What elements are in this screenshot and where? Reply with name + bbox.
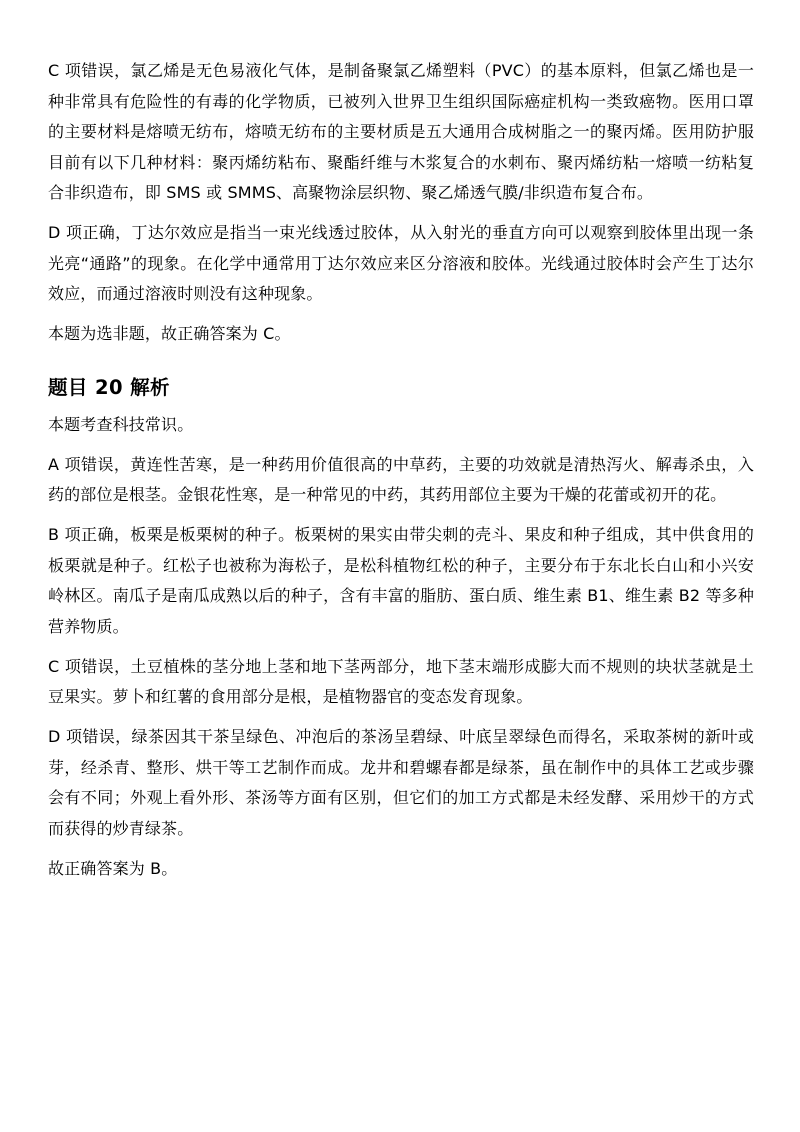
option-a-explanation-paragraph: A 项错误，黄连性苦寒，是一种药用价值很高的中草药，主要的功效就是清热泻火、解毒杀虫，入药的部位是根茎。金银花性寒，是一种常见的中药，其药用部位主要为干燥的花蕾或初开的花。 (48, 454, 754, 504)
option-c-explanation-paragraph-q20: C 项错误，土豆植株的茎分地上茎和地下茎两部分，地下茎末端形成膨大而不规则的块状茎就是土豆果实。萝卜和红薯的食用部分是根，是植物器官的变态发育现象。 (48, 656, 754, 706)
answer-conclusion-paragraph-q20: 故正确答案为 B。 (48, 858, 178, 878)
topic-intro-paragraph: 本题考查科技常识。 (48, 414, 194, 434)
option-d-explanation-paragraph-q20: D 项错误，绿茶因其干茶呈绿色、冲泡后的茶汤呈碧绿、叶底呈翠绿色而得名，采取茶树的新叶或芽，经杀青、整形、烘干等工艺制作而成。龙井和碧螺春都是绿茶，虽在制作中的具体工艺或步骤会有不同；外观上看外形、茶汤等方面有区别，但它们的加工方式都是未经发酵、采用炒干的方式而获得的炒青绿茶。 (48, 727, 754, 838)
answer-conclusion-paragraph: 本题为选非题，故正确答案为 C。 (48, 324, 291, 343)
option-b-explanation-paragraph: B 项正确，板栗是板栗树的种子。板栗树的果实由带尖刺的壳斗、果皮和种子组成，其中供食用的板栗就是种子。红松子也被称为海松子，是松科植物红松的种子，主要分布于东北长白山和小兴安岭林区。南瓜子是南瓜成熟以后的种子，含有丰富的脂肪、蛋白质、维生素 B1、维生素 B2 等多种营养物质。 (48, 525, 754, 636)
question-20-heading: 题目 20 解析 (48, 375, 170, 399)
option-d-explanation-paragraph: D 项正确，丁达尔效应是指当一束光线透过胶体，从入射光的垂直方向可以观察到胶体里出现一条光亮“通路”的现象。在化学中通常用丁达尔效应来区分溶液和胶体。光线通过胶体时会产生丁达尔效应，而通过溶液时则没有这种现象。 (48, 223, 754, 303)
option-c-explanation-paragraph: C 项错误，氯乙烯是无色易液化气体，是制备聚氯乙烯塑料（PVC）的基本原料，但氯乙烯也是一种非常具有危险性的有毒的化学物质，已被列入世界卫生组织国际癌症机构一类致癌物。医用口罩的主要材料是熔喷无纺布，熔喷无纺布的主要材质是五大通用合成树脂之一的聚丙烯。医用防护服目前有以下几种材料：聚丙烯纺粘布、聚酯纤维与木浆复合的水刺布、聚丙烯纺粘一熔喷一纺粘复合非织造布，即 SMS 或 SMMS、高聚物涂层织物、聚乙烯透气膜/非织造布复合布。 (48, 61, 754, 202)
document-page (48, 56, 754, 894)
